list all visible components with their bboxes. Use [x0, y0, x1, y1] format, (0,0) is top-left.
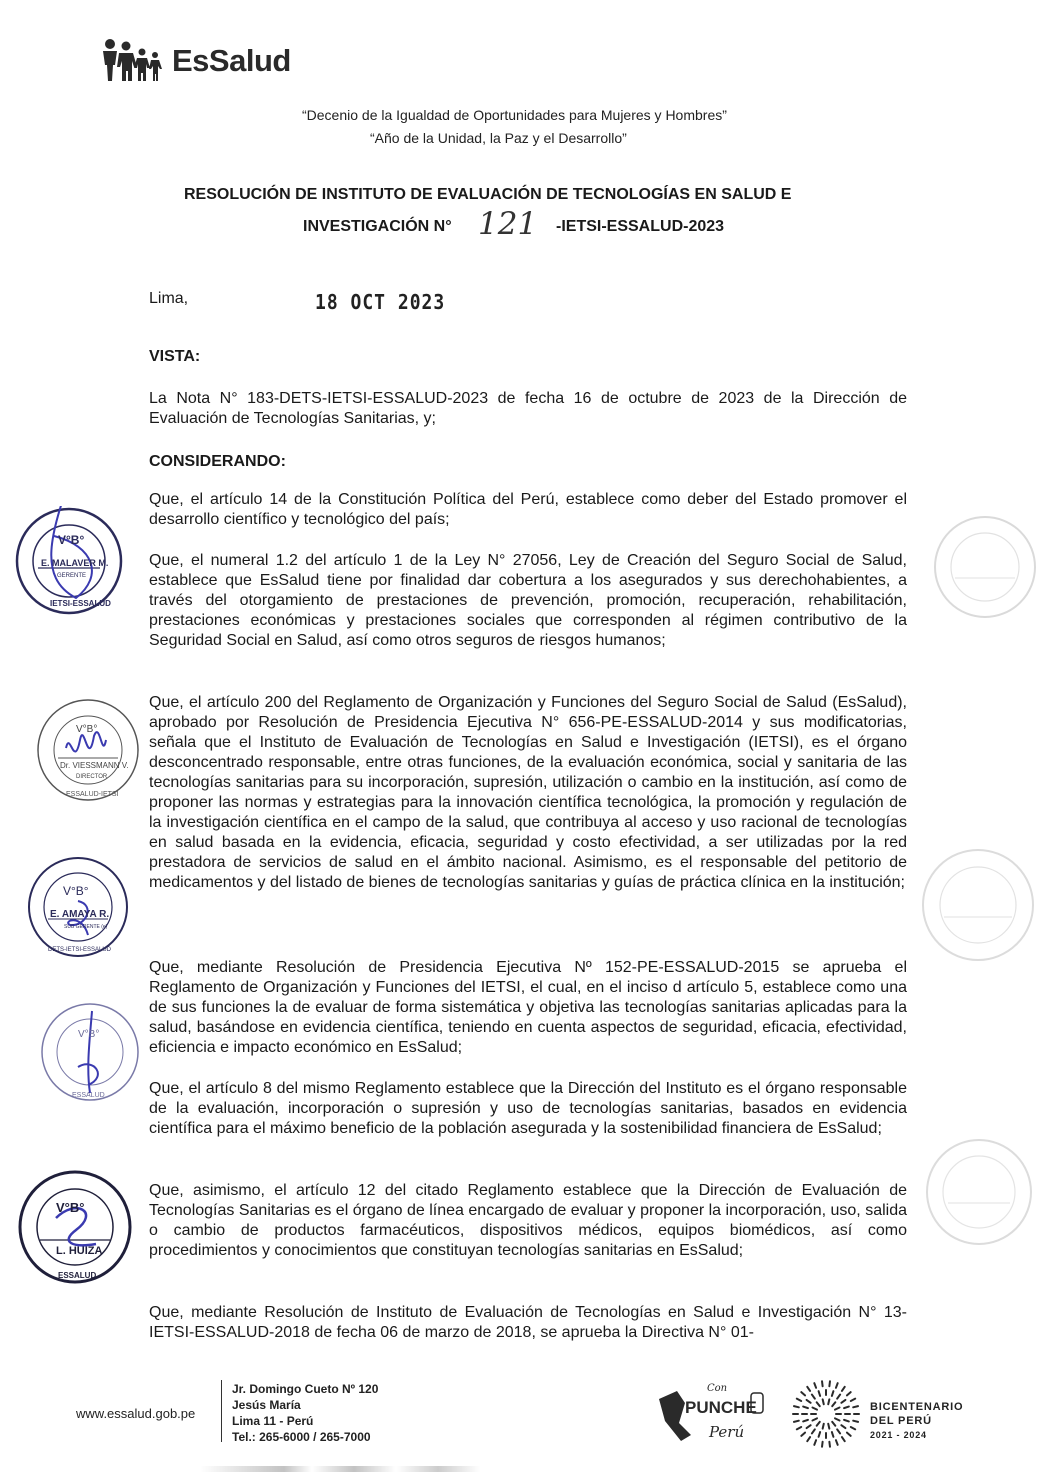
resolution-title-suffix: -IETSI-ESSALUD-2023 — [556, 218, 725, 235]
address-line: Tel.: 265-6000 / 265-7000 — [232, 1430, 371, 1444]
decenio-line: “Decenio de la Igualdad de Oportunidades para Mujeres y Hombres” — [302, 107, 727, 123]
footer-divider — [221, 1380, 222, 1442]
sunburst-ray — [812, 1395, 815, 1399]
sunburst-ray — [837, 1395, 840, 1399]
sunburst-ray — [851, 1399, 855, 1401]
svg-text:SUB GERENTE (e): SUB GERENTE (e) — [64, 924, 108, 930]
svg-text:Dr. VIESSMANN V.: Dr. VIESSMANN V. — [60, 761, 129, 770]
sunburst-ray — [812, 1429, 815, 1433]
bicentenario-years: 2021 - 2024 — [870, 1430, 927, 1440]
sunburst-ray — [828, 1399, 829, 1404]
sunburst-ray — [823, 1424, 824, 1429]
svg-text:Perú: Perú — [709, 1423, 745, 1441]
resolution-title-line1: RESOLUCIÓN DE INSTITUTO DE EVALUACIÓN DE TECNOLOGÍAS EN SALUD E — [184, 186, 792, 203]
considerando-paragraph: Que, el numeral 1.2 del artículo 1 de la Ley N° 27056, Ley de Creación del Seguro Social de Salud, establece que EsSalud tiene por finalidad dar cobertura a los asegurados y sus derechohabientes, a través del otorgamiento de prestaciones de prevención, promoción, recuperación, rehabilitación, prestaciones económicas y prestaciones sociales que corresponden al régimen contributivo de la Seguridad Social en Salud, así como otros seguros de riesgos humanos; — [149, 552, 907, 649]
svg-text:Con: Con — [707, 1383, 728, 1394]
sunburst-ray — [817, 1402, 820, 1406]
approval-stamp-direccion — [38, 997, 142, 1107]
bicentenario-line: BICENTENARIO — [870, 1401, 964, 1413]
svg-text:IETSI-ESSALUD: IETSI-ESSALUD — [50, 599, 111, 608]
faint-seal-graphic — [922, 1135, 1036, 1249]
considerando-paragraph: Que, mediante Resolución de Presidencia Ejecutiva Nº 152-PE-ESSALUD-2015 se aprueba el Reglamento de Organización y Funciones del IETSI, el cual, en el inciso d artículo 5, establece como una de sus funciones la de evaluar de forma sistemática y objetiva las tecnologías sanitarias aplicadas para la salud, basándose en evidencia científica, teniendo en cuenta aspectos de seguridad, eficacia, efectividad, eficiencia e impacto económico en EsSalud; — [149, 959, 907, 1056]
stamp-seal-graphic — [36, 690, 140, 806]
sunburst-ray — [807, 1425, 811, 1428]
scan-edge-artifact — [200, 1466, 480, 1472]
approval-stamp-subgerente — [26, 855, 130, 959]
sunburst-ray — [807, 1387, 810, 1391]
sunburst-ray — [812, 1407, 817, 1409]
sunburst-ray — [844, 1420, 849, 1422]
considerando-paragraph: Que, el artículo 14 de la Constitución Política del Perú, establece como deber del Estado promover el desarrollo científico y tecnológico del país; — [149, 491, 907, 528]
sunburst-ray — [835, 1418, 840, 1420]
sunburst-ray — [801, 1392, 805, 1395]
sunburst-ray — [842, 1387, 845, 1391]
sunburst-ray — [817, 1422, 820, 1426]
bicentenario-emblem — [790, 1378, 862, 1455]
handwritten-resolution-number: 121 — [478, 206, 538, 242]
sunburst-ray — [814, 1440, 816, 1445]
svg-text:ESSALUD: ESSALUD — [58, 1271, 97, 1280]
svg-text:E. MALAVER M.: E. MALAVER M. — [41, 558, 109, 568]
considerando-paragraph: Que, el artículo 200 del Reglamento de Organización y Funciones del Seguro Social de Salud (EsSalud), aprobado por Resolución de Presidencia Ejecutiva N° 656-PE-ESSALUD-2014 y sus modificatorias, señala que el Instituto de Evaluación de Tecnologías en Salud e Investigación (IETSI), es el órgano desconcentrado responsable, entre otras funciones, de la evaluación económica, social y sanitaria de las tecnologías sanitarias para su incorporación, supresión, utilización o cambio en la institución, así como de proponer las normas y estrategias para la innovación científica tecnológica, la promoción y regulación de la investigación científica en el campo de la salud, que contribuya al acceso y uso racional de tecnologías en salud basada en la evidencia, eficacia, seguridad y costo efectividad, a ser utilizadas por la red prestadora de servicios de salud en el ámbito nacional. Asimismo, es el responsable del petitorio de medicamentos y del listado de bienes de tecnologías sanitarias y guías de práctica clínica en la institución; — [149, 694, 907, 891]
svg-text:V°B°: V°B° — [63, 884, 89, 898]
bicentenario-text — [870, 1400, 963, 1442]
sunburst-ray — [797, 1427, 801, 1429]
faint-seal-graphic — [918, 845, 1038, 965]
address-line: Jesús María — [232, 1398, 301, 1412]
vista-paragraph: La Nota N° 183-DETS-IETSI-ESSALUD-2023 de fecha 16 de octubre de 2023 de la Dirección de Evaluación de Tecnologías Sanitarias, y; — [149, 390, 907, 427]
faint-seal-graphic — [930, 512, 1040, 622]
sunburst-ray — [819, 1432, 821, 1437]
sunburst-ray — [841, 1425, 845, 1428]
considerando-paragraph: Que, asimismo, el artículo 12 del citado Reglamento establece que la Dirección de Evaluación de Tecnologías Sanitarias es el órgano de línea encargado de evaluar y proponer la incorporación, uso, salida o cambio de productos farmacéuticos, dispositivos médicos, equipos biomédicos, así como procedimientos y conocimientos que constituyan tecnologías sanitarias en EsSalud; — [149, 1182, 907, 1259]
sunburst-ray — [819, 1391, 821, 1396]
bicentenario-line: DEL PERÚ — [870, 1415, 932, 1427]
date-stamp: 18 OCT 2023 — [315, 290, 446, 315]
sunburst-ray — [847, 1433, 851, 1436]
stamp-seal-graphic — [26, 855, 130, 959]
svg-text:ESSALUD-IETSI: ESSALUD-IETSI — [66, 791, 119, 798]
sunburst-ray — [836, 1383, 838, 1388]
sunburst-ray — [853, 1421, 858, 1422]
sunburst-ray — [844, 1407, 849, 1409]
faint-reverse-stamp — [918, 845, 1038, 970]
sunburst-ray — [842, 1437, 845, 1441]
stamp-seal-graphic — [14, 506, 124, 616]
brand-name: EsSalud — [172, 43, 291, 78]
considerando-heading: CONSIDERANDO: — [149, 453, 286, 470]
faint-reverse-stamp — [930, 512, 1040, 627]
svg-text:E. AMAYA R.: E. AMAYA R. — [50, 909, 110, 920]
svg-text:PUNCHE: PUNCHE — [685, 1398, 757, 1417]
considerando-paragraph: Que, el artículo 8 del mismo Reglamento establece que la Dirección del Instituto es el órgano responsable de la evaluación, incorporación o supresión y uso de tecnologías sanitarias, basados en evidencia científica para el máximo beneficio de la población asegurada y la sostenibilidad financiera de EsSalud; — [149, 1080, 907, 1137]
footer-website: www.essalud.gob.pe — [76, 1406, 196, 1421]
year-name-line: “Año de la Unidad, la Paz y el Desarrollo” — [370, 130, 627, 146]
resolution-title-prefix: INVESTIGACIÓN N° — [303, 218, 452, 235]
svg-text:ESSALUD: ESSALUD — [72, 1092, 105, 1099]
svg-text:V°B°: V°B° — [58, 533, 85, 547]
stamp-seal-graphic — [16, 1168, 134, 1286]
address-line: Jr. Domingo Cueto Nº 120 — [232, 1382, 379, 1396]
sunburst-ray — [832, 1402, 835, 1406]
sunburst-ray — [828, 1424, 829, 1429]
svg-text:V°B°: V°B° — [78, 1029, 100, 1040]
approval-stamp-director — [36, 690, 140, 806]
vista-heading: VISTA: — [149, 348, 201, 365]
sunburst-ray — [829, 1381, 830, 1386]
considerando-paragraph: Que, mediante Resolución de Instituto de Evaluación de Tecnologías en Salud e Investigación N° 13-IETSI-ESSALUD-2018 de fecha 06 de marzo de 2018, se aprueba la Directiva N° 01- — [149, 1304, 907, 1341]
sunburst-ray — [853, 1406, 858, 1407]
sunburst-ray — [812, 1418, 817, 1420]
sunburst-ray — [803, 1407, 808, 1409]
essalud-logo — [100, 38, 291, 84]
sunburst-ray — [835, 1407, 840, 1409]
sunburst-ray — [836, 1440, 838, 1445]
sunburst-ray — [814, 1383, 816, 1388]
svg-text:L. HUIZA: L. HUIZA — [56, 1245, 103, 1257]
sunburst-ray — [829, 1442, 830, 1447]
faint-reverse-stamp — [922, 1135, 1036, 1254]
family-figures-icon — [100, 38, 168, 84]
sunburst-ray — [807, 1400, 811, 1403]
sunburst-ray — [794, 1421, 799, 1422]
punche-peru-graphic — [655, 1377, 773, 1447]
svg-text:DETS-IETSI-ESSALUD: DETS-IETSI-ESSALUD — [48, 947, 112, 953]
sunburst-ray — [823, 1399, 824, 1404]
stamp-seal-graphic — [38, 997, 142, 1107]
con-punche-peru-logo — [655, 1377, 773, 1452]
svg-text:V°B°: V°B° — [76, 724, 98, 735]
sunburst-ray — [841, 1400, 845, 1403]
sunburst-ray — [822, 1381, 823, 1386]
approval-stamp-asesoria-juridica — [16, 1168, 134, 1286]
svg-text:DIRECTOR: DIRECTOR — [76, 774, 108, 780]
address-line: Lima 11 - Perú — [232, 1414, 314, 1428]
place-label: Lima, — [149, 290, 189, 307]
sunburst-ray — [807, 1437, 810, 1441]
sunburst-ray — [832, 1391, 834, 1396]
sunburst-ray — [837, 1429, 840, 1433]
svg-text:V°B°: V°B° — [56, 1200, 85, 1215]
sunburst-ray — [847, 1392, 851, 1395]
sunburst-ray — [822, 1442, 823, 1447]
sunburst-ray — [832, 1432, 834, 1437]
svg-text:GERENTE: GERENTE — [57, 573, 87, 579]
sunburst-ray — [803, 1420, 808, 1422]
sunburst-ray — [851, 1427, 855, 1429]
sunburst-ray — [794, 1406, 799, 1407]
sunburst-ray — [801, 1433, 805, 1436]
approval-stamp-gerente — [14, 506, 124, 616]
sunburst-icon — [790, 1378, 862, 1450]
footer-address — [232, 1381, 378, 1445]
sunburst-ray — [832, 1422, 835, 1426]
sunburst-ray — [797, 1399, 801, 1401]
